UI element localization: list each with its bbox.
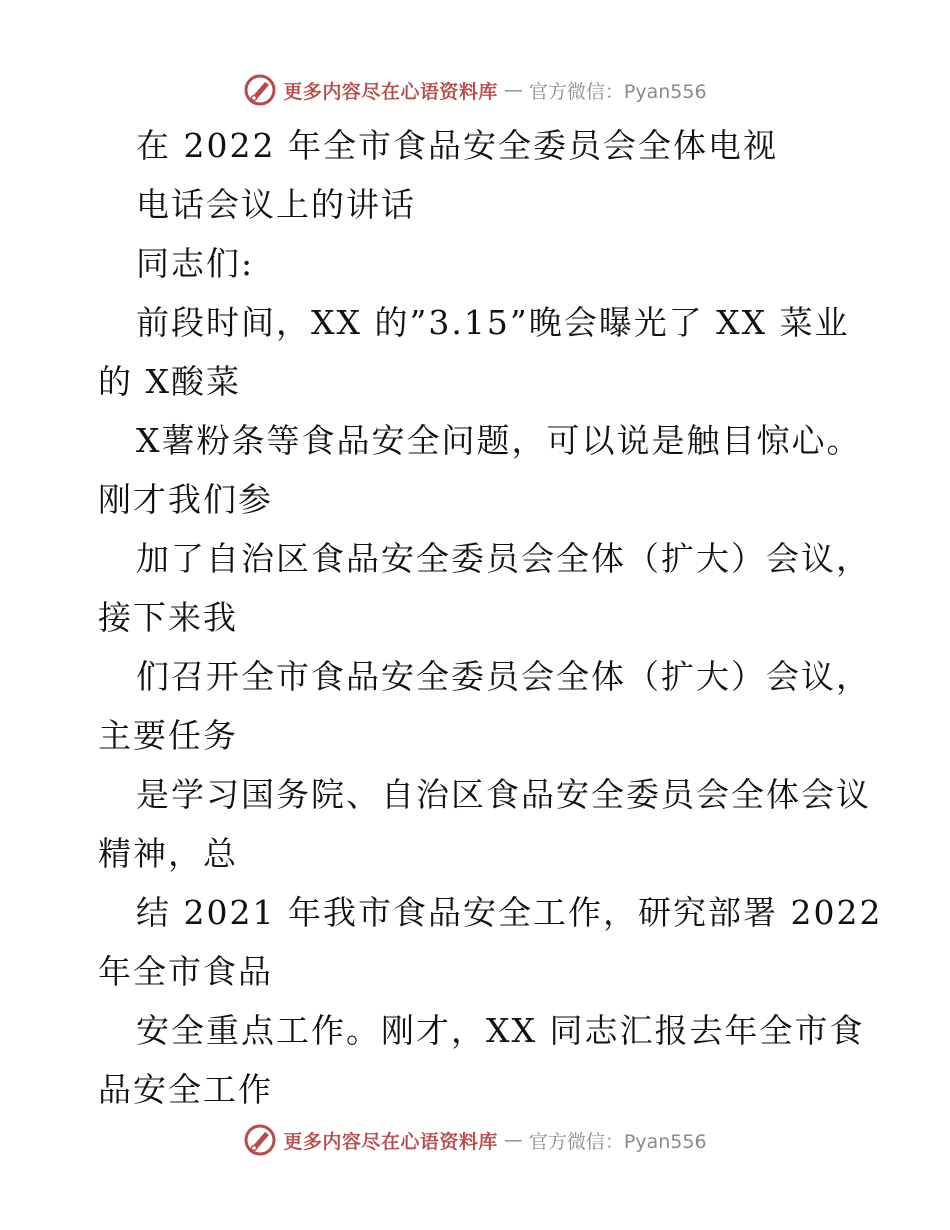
- brand-logo-icon: [243, 1123, 277, 1157]
- header-separator: —: [503, 79, 523, 101]
- paragraph-line: 的 X酸菜: [98, 362, 241, 401]
- paragraph-line: X薯粉条等食品安全问题，可以说是触目惊心。: [136, 421, 862, 460]
- paragraph-line: 主要任务: [98, 716, 238, 755]
- footer-banner: [0, 1120, 950, 1160]
- paragraph-line: 接下来我: [98, 598, 238, 637]
- paragraph-line: 安全重点工作。刚才，XX 同志汇报去年全市食: [136, 1011, 865, 1050]
- document-title-line-1: 在 2022 年全市食品安全委员会全体电视: [136, 126, 778, 165]
- paragraph-line: 品安全工作: [98, 1070, 273, 1109]
- footer-wechat-text: 官方微信：Pyan556: [528, 1130, 707, 1153]
- salutation: 同志们:: [136, 244, 255, 283]
- header-wechat-text: 官方微信：Pyan556: [528, 80, 707, 103]
- paragraph-line: 是学习国务院、自治区食品安全委员会全体会议: [136, 775, 871, 814]
- paragraph-line: 结 2021 年我市食品安全工作，研究部署 2022: [136, 893, 883, 932]
- paragraph-line: 精神，总: [98, 834, 238, 873]
- paragraph-line: 加了自治区食品安全委员会全体（扩大）会议，: [136, 539, 871, 578]
- document-title-line-2: 电话会议上的讲话: [136, 185, 416, 224]
- footer-separator: —: [503, 1129, 523, 1151]
- paragraph-line: 前段时间，XX 的”3.15”晚会曝光了 XX 菜业: [136, 303, 850, 342]
- brand-logo-icon: [243, 73, 277, 107]
- paragraph-line: 年全市食品: [98, 952, 273, 991]
- header-banner: [0, 70, 950, 110]
- paragraph-line: 刚才我们参: [98, 480, 273, 519]
- header-brand-text: 更多内容尽在心语资料库: [283, 80, 498, 103]
- paragraph-line: 们召开全市食品安全委员会全体（扩大）会议，: [136, 657, 871, 696]
- footer-brand-text: 更多内容尽在心语资料库: [283, 1130, 498, 1153]
